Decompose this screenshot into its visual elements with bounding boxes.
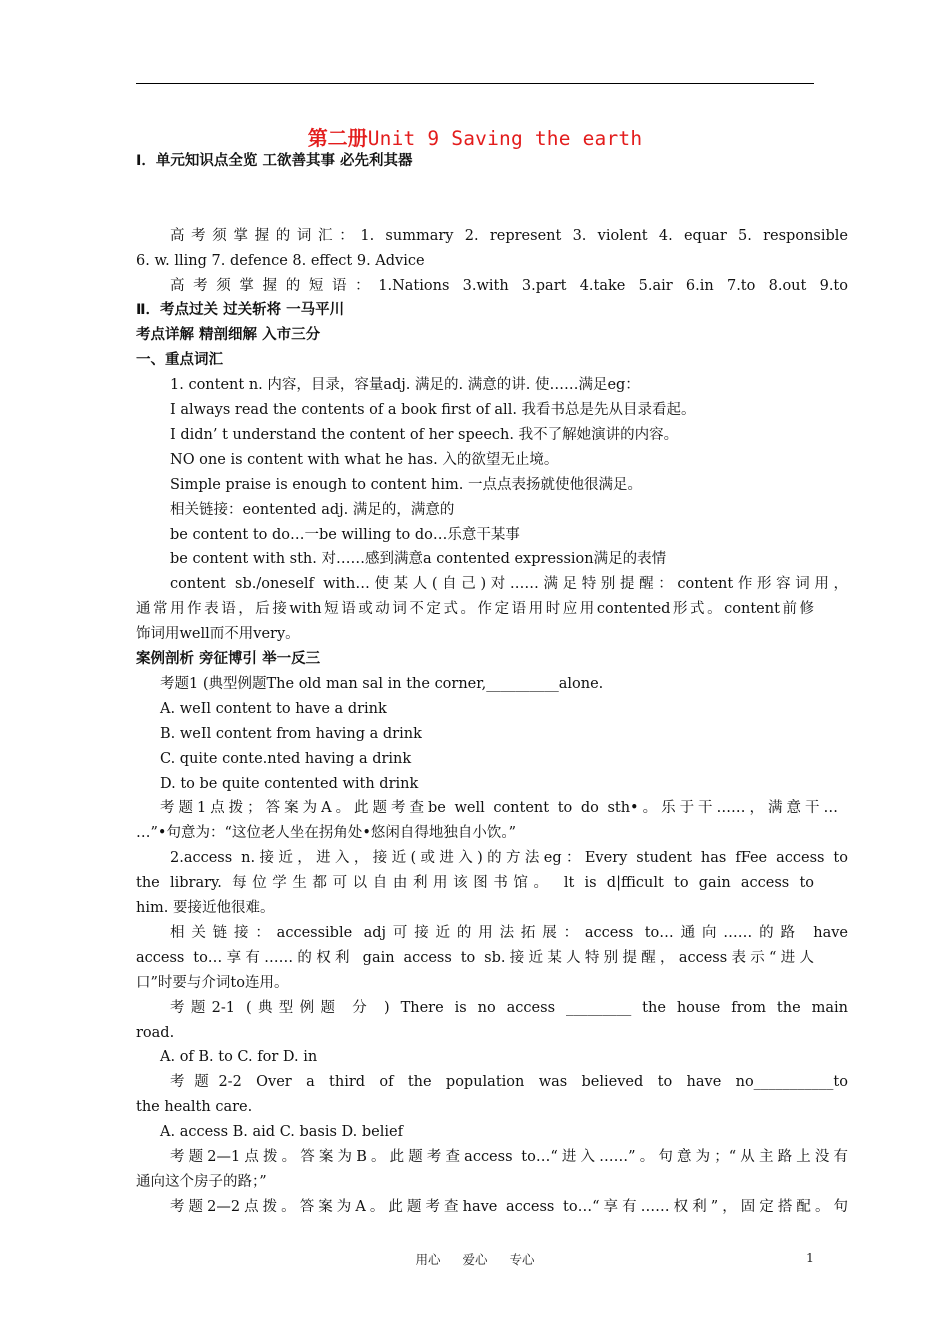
page-number: 1 (806, 1250, 814, 1265)
text-line: D. to be quite contented with drink (160, 775, 419, 792)
section-heading: I．单元知识点全览 工欲善其事 必先利其器 (136, 153, 413, 169)
text-line: 相关链接：eontented adj. 满足的，满意的 (170, 501, 455, 518)
text-line: 考题2-2 Over a third of the population was believed to have no___________to (170, 1074, 848, 1091)
text-line: A. of B. to C. for D. in (160, 1049, 318, 1066)
header-rule (136, 83, 814, 84)
text-line: 2.access n.接近，进入，接近(或进入)的方法eg：Every student has fFee access to (170, 850, 848, 867)
text-line: 考题1点拨；答案为A。此题考查be well content to do sth•。乐于干……，满意干… (160, 800, 838, 817)
text-line: 高考须掌握的短语：1.Nations 3.with 3.part 4.take 5.air 6.in 7.to 8.out 9.to (170, 277, 848, 294)
text-line: 通常用作表语，后接with短语或动词不定式。作定语用时应用contented形式。content前修 (136, 601, 814, 618)
text-line: C. quite conte.nted having a drink (160, 750, 412, 767)
section-heading: 案例剖析 旁征博引 举一反三 (136, 651, 321, 667)
text-line: be content with sth. 对……感到满意a contented expression满足的表情 (170, 551, 667, 568)
text-line: 考题1 (典型例题The old man sal in the corner,__________alone. (160, 675, 604, 692)
text-line: A. access B. aid C. basis D. belief (160, 1124, 403, 1141)
text-line: 考题2—1点拨。答案为B。此题考查access to…“进入……”。句意为；“从主路上没有 (170, 1149, 848, 1165)
text-line: 考题2-1 (典型例题 分 ) There is no access _________ the house from the main (170, 999, 848, 1016)
text-line: 高考须掌握的词汇：1. summary 2. represent 3. violent 4. equar 5. responsible (170, 227, 848, 244)
text-line: Simple praise is enough to content him. 一点点表扬就使他很满足。 (170, 476, 642, 493)
text-line: I always read the contents of a book first of all. 我看书总是先从目录看起。 (170, 402, 696, 418)
text-line: …”•句意为：“这位老人坐在拐角处•悠闲自得地独自小饮。” (136, 825, 517, 842)
text-line: I didn’ t understand the content of her speech. 我不了解她演讲的内容。 (170, 426, 679, 443)
text-line: 饰词用well而不用very。 (136, 626, 300, 643)
section-heading: 考点详解 精剖细解 入市三分 (136, 327, 321, 344)
page-title-text: 第二册Unit 9 Saving the earth (307, 126, 643, 150)
text-line: be content to do…一be willing to do…乐意干某事 (170, 526, 520, 543)
text-line: 通向这个房子的路；” (136, 1173, 267, 1190)
text-line: him. 要接近他很难。 (136, 900, 275, 916)
text-line: the library. 每位学生都可以自由利用该图书馆。 lt is d|fficult to gain access to (136, 875, 814, 892)
text-line: the health care. (136, 1099, 253, 1116)
text-line: NO one is content with what he has. 入的欲望无止境。 (170, 451, 559, 468)
text-line: 相关链接：accessible adj可接近的用法拓展：access to…通向……的路 have (170, 924, 848, 941)
page-title (136, 122, 814, 151)
text-line: 6. w. lling 7. defence 8. effect 9. Advice (136, 252, 425, 269)
text-line: access to…享有……的权利 gain access to sb.接近某人特别提醒，access表示“进人 (136, 949, 814, 966)
text-line: road. (136, 1024, 175, 1041)
section-heading: 一、重点词汇 (136, 352, 223, 369)
section-heading: Ⅱ．考点过关 过关斩将 一马平川 (136, 302, 345, 319)
text-line: 1. content n. 内容，目录，容量adj. 满足的. 满意的讲. 使……满足eg： (170, 377, 640, 394)
text-line: 考题2—2点拨。答案为A。此题考查have access to…“享有……权利”，固定搭配。句 (170, 1198, 848, 1215)
text-line: content sb./oneself with…使某人(自己)对……满足特别提醒：content作形容词用， (170, 576, 848, 593)
text-line: B. weIl content from having a drink (160, 725, 422, 742)
footer-motto: 用心 爱心 专心 (415, 1252, 535, 1267)
text-line: 口”时要与介词to连用。 (136, 974, 289, 991)
text-line: A. weIl content to have a drink (160, 700, 387, 717)
